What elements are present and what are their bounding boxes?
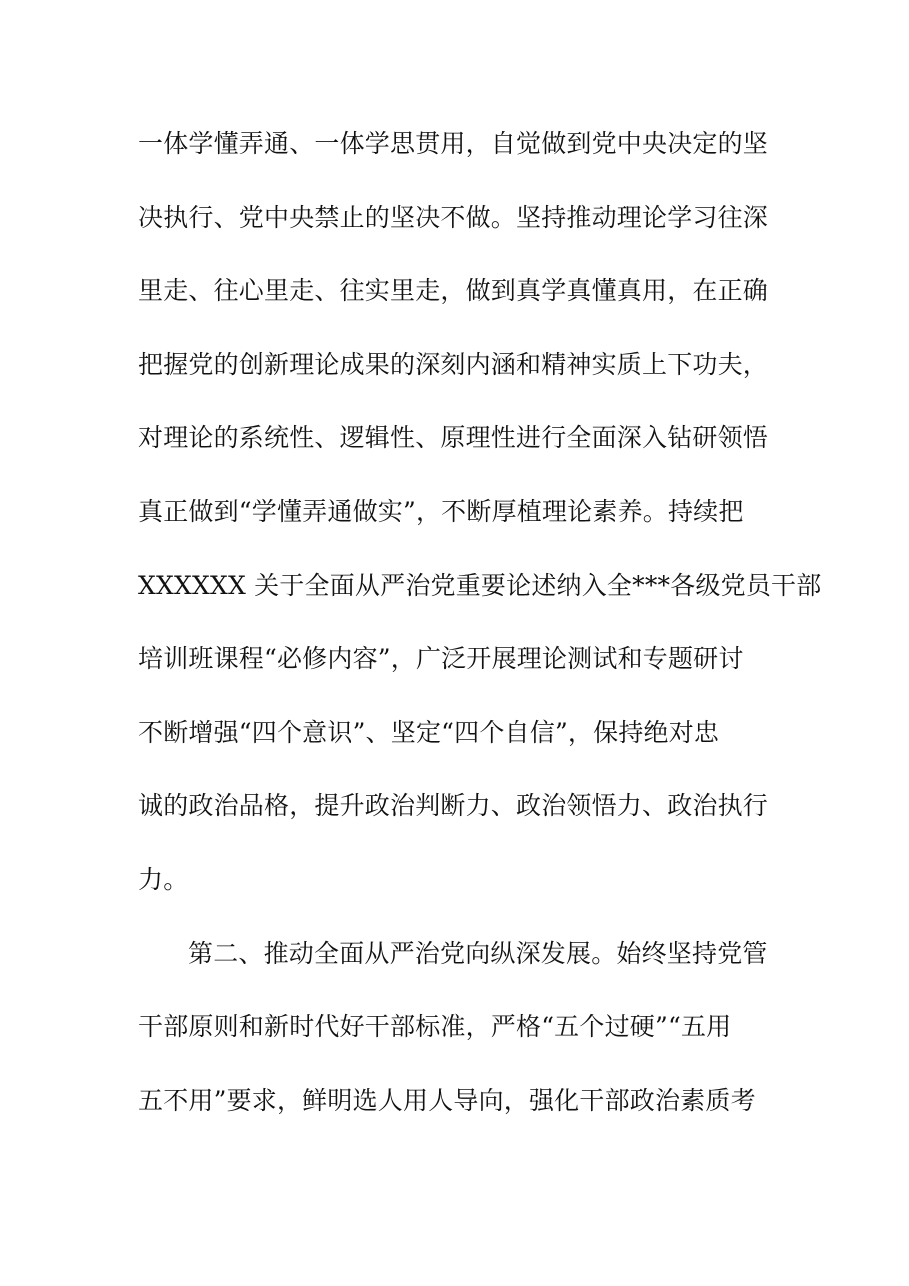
paragraph-1-line: 一体学懂弄通、一体学思贯用，自觉做到党中央决定的坚	[138, 129, 769, 158]
paragraph-1-line: XXXXXX 关于全面从严治党重要论述纳入全***各级党员干部	[138, 570, 822, 600]
paragraph-2-line: 第二、推动全面从严治党向纵深发展。始终坚持党管	[188, 938, 768, 968]
paragraph-1-line: 培训班课程“必修内容”，广泛开展理论测试和专题研讨	[138, 644, 744, 674]
paragraph-1-line: 力。	[138, 864, 189, 894]
paragraph-1-line: 真正做到“学懂弄通做实”，不断厚植理论素养。持续把	[138, 496, 744, 526]
paragraph-1-line: 里走、往心里走、往实里走，做到真学真懂真用，在正确	[138, 276, 769, 306]
paragraph-2-line: 五不用”要求，鲜明选人用人导向，强化干部政治素质考	[138, 1085, 756, 1115]
paragraph-1-line: 诚的政治品格，提升政治判断力、政治领悟力、政治执行	[138, 791, 769, 821]
document-body	[138, 120, 822, 1150]
paragraph-1-line: 对理论的系统性、逻辑性、原理性进行全面深入钻研领悟	[138, 423, 769, 453]
paragraph-2-line: 干部原则和新时代好干部标准，严格“五个过硬”“五用	[138, 1012, 732, 1042]
paragraph-1-line: 不断增强“四个意识”、坚定“四个自信”，保持绝对忠	[138, 717, 720, 747]
paragraph-1-line: 把握党的创新理论成果的深刻内涵和精神实质上下功夫，	[138, 349, 769, 379]
paragraph-1-line: 决执行、党中央禁止的坚决不做。坚持推动理论学习往深	[138, 202, 769, 232]
